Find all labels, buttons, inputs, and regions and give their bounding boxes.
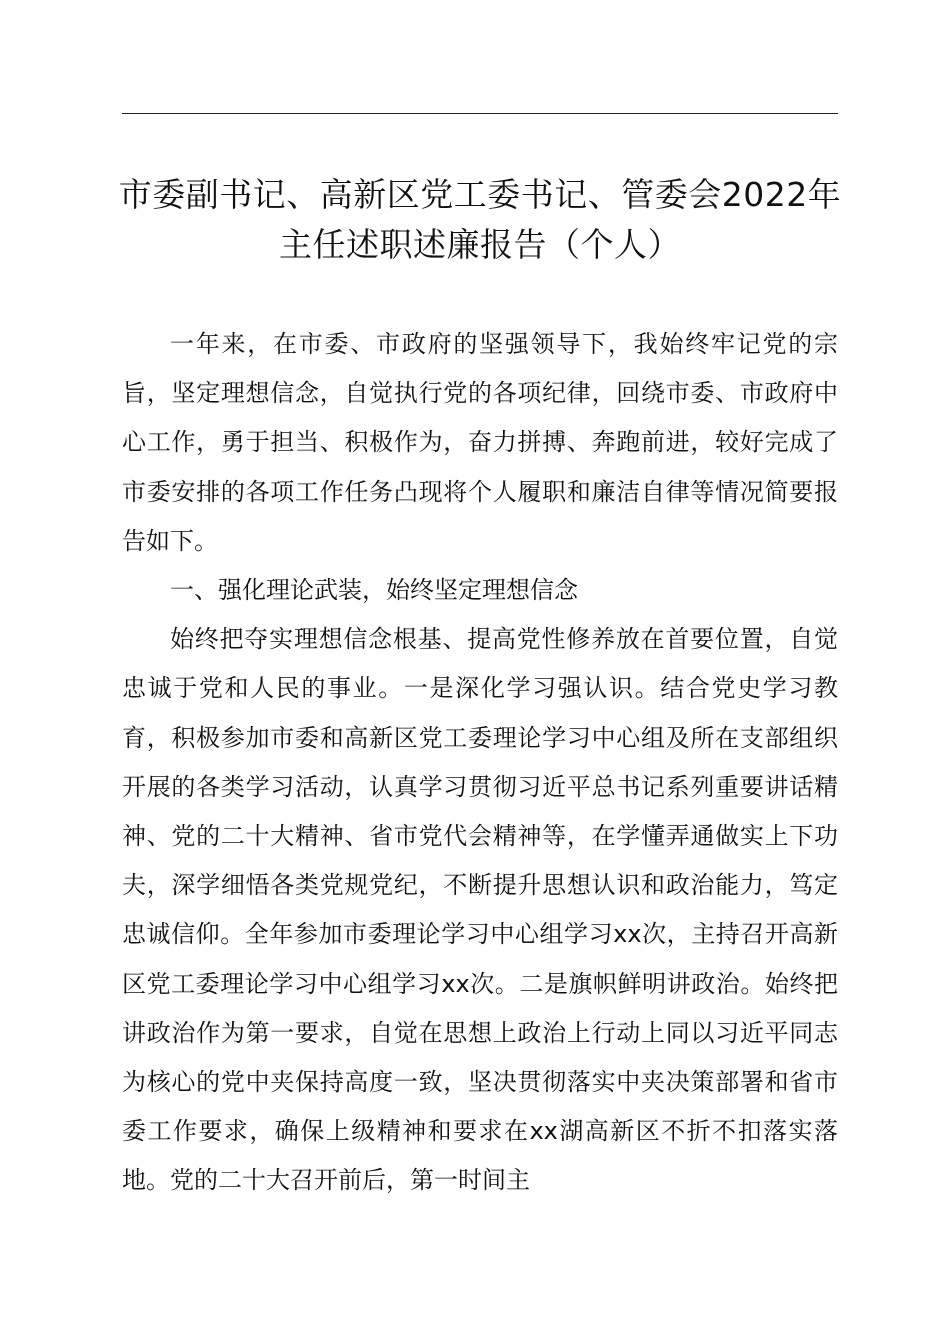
body-paragraph: 始终把夺实理想信念根基、提高党性修养放在首要位置，自觉忠诚于党和人民的事业。一是深化学习强认识。结合党史学习教育，积极参加市委和高新区党工委理论学习中心组及所在支部组织开展的各类学习活动，认真学习贯彻习近平总书记系列重要讲话精神、党的二十大精神、省市党代会精神等，在学懂弄通做实上下功夫，深学细悟各类党规党纪，不断提升思想认识和政治能力，笃定忠诚信仰。全年参加市委理论学习中心组学习xx次，主持召开高新区党工委理论学习中心组学习xx次。二是旗帜鲜明讲政治。始终把讲政治作为第一要求，自觉在思想上政治上行动上同以习近平同志为核心的党中夹保持高度一致，坚决贯彻落实中夹决策部署和省市委工作要求，确保上级精神和要求在xx湖高新区不折不扣落实落地。党的二十大召开前后，第一时间主 — [122, 625, 838, 1195]
page-title: 市委副书记、高新区党工委书记、管委会2022年主任述职述廉报告（个人） — [118, 175, 842, 264]
document-body — [122, 320, 838, 1206]
section-heading: 一、强化理论武装，始终坚定理想信念 — [170, 576, 578, 605]
header-divider — [122, 113, 838, 114]
intro-paragraph: 一年来，在市委、市政府的坚强领导下，我始终牢记党的宗旨，坚定理想信念，自觉执行党的各项纪律，回绕市委、市政府中心工作，勇于担当、积极作为，奋力拼搏、奔跑前进，较好完成了市委安排的各项工作任务凸现将个人履职和廉洁自律等情况简要报告如下。 — [122, 330, 838, 555]
